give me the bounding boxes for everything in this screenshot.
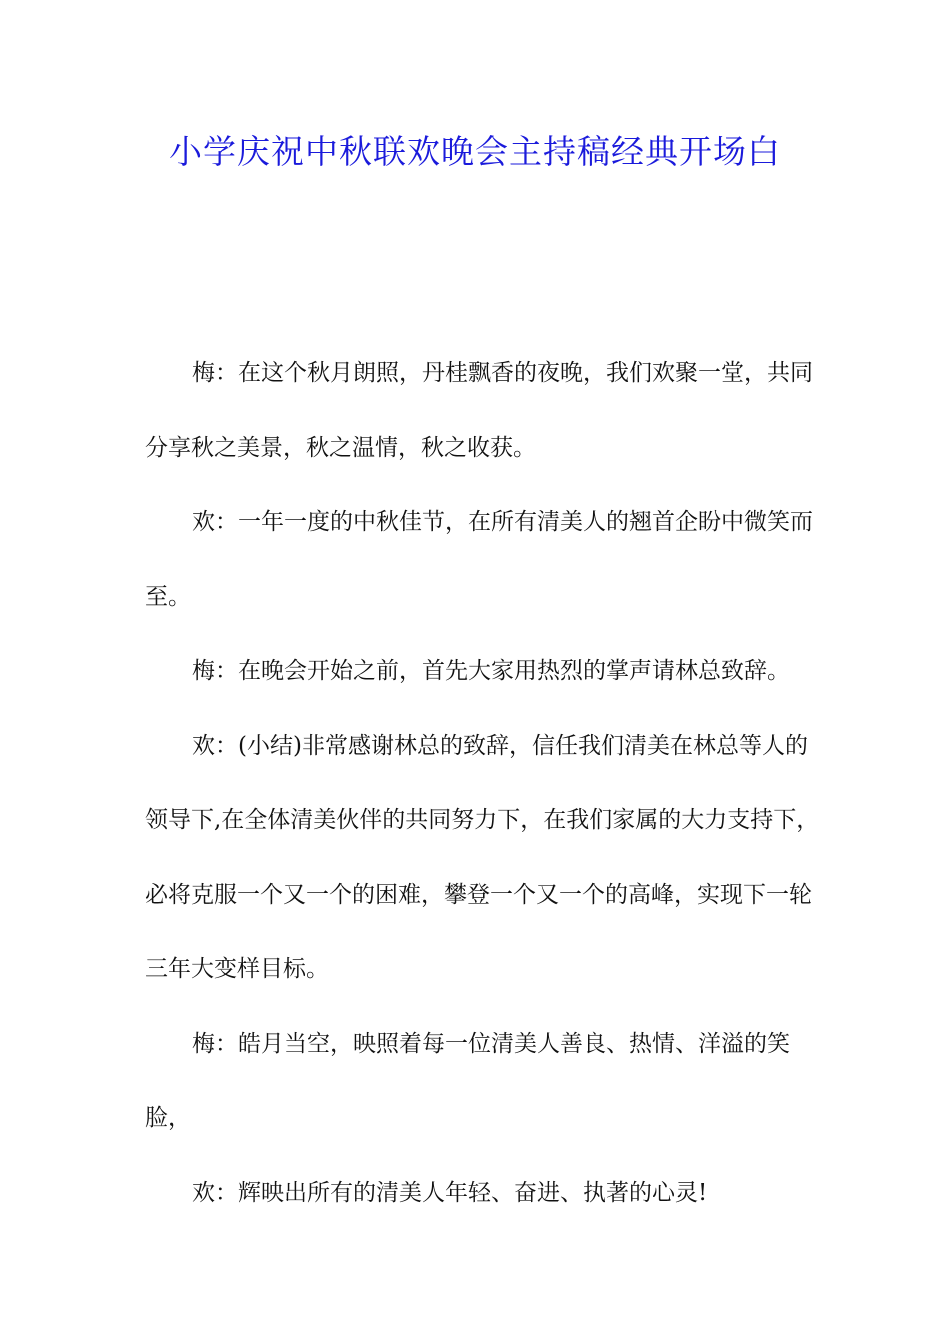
paragraph-4: 欢：(小结)非常感谢林总的致辞，信任我们清美在林总等人的领导下,在全体清美伙伴的共同努力下，在我们家属的大力支持下，必将克服一个又一个的困难，攀登一个又一个的高峰，实现下一轮三年大变样目标。 xyxy=(145,732,820,982)
document-body xyxy=(145,336,825,1230)
paragraph-3: 梅：在晚会开始之前，首先大家用热烈的掌声请林总致辞。 xyxy=(192,658,790,684)
paragraph-1: 梅：在这个秋月朗照，丹桂飘香的夜晚，我们欢聚一堂，共同分享秋之美景，秋之温情，秋之收获。 xyxy=(145,360,813,461)
paragraph-6: 欢：辉映出所有的清美人年轻、奋进、执著的心灵! xyxy=(192,1179,708,1206)
paragraph-2: 欢：一年一度的中秋佳节，在所有清美人的翘首企盼中微笑而至。 xyxy=(145,509,813,610)
document-title: 小学庆祝中秋联欢晚会主持稿经典开场白 xyxy=(169,132,781,171)
paragraph-5: 梅：皓月当空，映照着每一位清美人善良、热情、洋溢的笑脸， xyxy=(145,1030,790,1131)
